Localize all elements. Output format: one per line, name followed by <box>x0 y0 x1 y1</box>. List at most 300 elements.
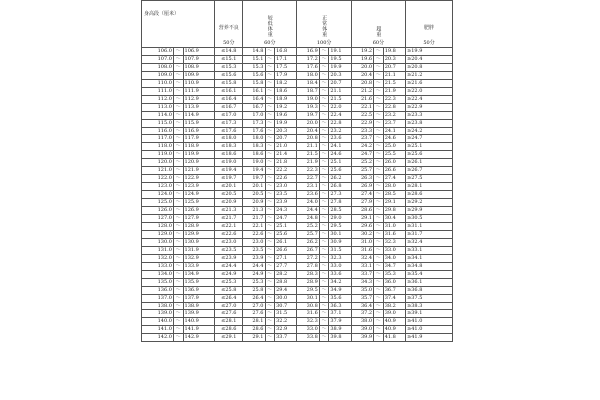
normal-weight-max-cell: 32.3 <box>329 254 351 262</box>
height-high-cell: 128.9 <box>183 222 215 230</box>
normal-weight-min-cell: 18.7 <box>297 87 319 95</box>
low-weight-min-cell: 17.6 <box>243 127 265 135</box>
height-low-cell: 139.0 <box>142 310 174 318</box>
normal-weight-max-cell: 29.5 <box>329 222 351 230</box>
overweight-max-cell: 31.6 <box>383 230 405 238</box>
normal-weight-tilde: ～ <box>319 294 329 302</box>
overweight-max-cell: 20.7 <box>383 63 405 71</box>
malnutrition-header <box>215 1 243 48</box>
overweight-min-cell: 19.6 <box>351 55 373 63</box>
height-high-cell: 108.9 <box>183 63 215 71</box>
overweight-max-cell: 22.8 <box>383 103 405 111</box>
low-weight-max-cell: 22.2 <box>275 167 297 175</box>
malnutrition-cell: ≤15.3 <box>215 63 243 71</box>
malnutrition-cell: ≤25.3 <box>215 278 243 286</box>
low-weight-max-cell: 24.7 <box>275 215 297 223</box>
table-row <box>142 143 453 151</box>
height-tilde: ～ <box>173 63 183 71</box>
normal-weight-max-cell: 26.2 <box>329 175 351 183</box>
overweight-min-cell: 23.3 <box>351 127 373 135</box>
low-weight-min-cell: 25.8 <box>243 286 265 294</box>
normal-weight-tilde: ～ <box>319 286 329 294</box>
height-high-cell: 138.9 <box>183 302 215 310</box>
normal-weight-tilde: ～ <box>319 199 329 207</box>
overweight-tilde: ～ <box>374 238 384 246</box>
malnutrition-cell: ≤21.7 <box>215 215 243 223</box>
obese-label: 肥胖 <box>424 25 435 31</box>
low-weight-min-cell: 18.6 <box>243 151 265 159</box>
obese-cell: ≥35.4 <box>406 270 453 278</box>
table-row <box>142 71 453 79</box>
table-row <box>142 127 453 135</box>
low-weight-tilde: ～ <box>265 310 275 318</box>
table-row <box>142 278 453 286</box>
obese-cell: ≥21.6 <box>406 79 453 87</box>
height-range-header: 身高段（厘米） <box>142 1 215 48</box>
normal-weight-tilde: ～ <box>319 175 329 183</box>
low-weight-max-cell: 24.3 <box>275 207 297 215</box>
height-low-cell: 125.0 <box>142 199 174 207</box>
overweight-min-cell: 28.6 <box>351 207 373 215</box>
height-low-cell: 109.0 <box>142 71 174 79</box>
low-weight-min-cell: 25.3 <box>243 278 265 286</box>
table-row <box>142 95 453 103</box>
normal-weight-min-cell: 23.6 <box>297 191 319 199</box>
low-weight-min-cell: 16.7 <box>243 103 265 111</box>
height-tilde: ～ <box>173 246 183 254</box>
low-weight-min-cell: 18.3 <box>243 143 265 151</box>
height-high-cell: 133.9 <box>183 262 215 270</box>
overweight-min-cell: 22.9 <box>351 119 373 127</box>
malnutrition-cell: ≤22.6 <box>215 230 243 238</box>
normal-weight-min-cell: 16.9 <box>297 48 319 56</box>
overweight-tilde: ～ <box>374 215 384 223</box>
overweight-tilde: ～ <box>374 326 384 334</box>
table-row <box>142 87 453 95</box>
normal-weight-max-cell: 36.3 <box>329 302 351 310</box>
normal-weight-tilde: ～ <box>319 238 329 246</box>
height-low-cell: 128.0 <box>142 222 174 230</box>
table-row <box>142 262 453 270</box>
low-weight-min-cell: 20.5 <box>243 191 265 199</box>
normal-weight-max-cell: 31.5 <box>329 246 351 254</box>
overweight-max-cell: 29.1 <box>383 199 405 207</box>
low-weight-max-cell: 27.1 <box>275 254 297 262</box>
normal-weight-max-cell: 23.6 <box>329 135 351 143</box>
obese-cell: ≥28.6 <box>406 191 453 199</box>
low-weight-min-cell: 15.8 <box>243 79 265 87</box>
overweight-min-cell: 29.1 <box>351 215 373 223</box>
overweight-min-cell: 35.0 <box>351 286 373 294</box>
overweight-tilde: ～ <box>374 302 384 310</box>
low-weight-tilde: ～ <box>265 262 275 270</box>
malnutrition-cell: ≤16.7 <box>215 103 243 111</box>
overweight-tilde: ～ <box>374 71 384 79</box>
malnutrition-cell: ≤26.4 <box>215 294 243 302</box>
low-weight-max-cell: 16.8 <box>275 48 297 56</box>
low-weight-max-cell: 20.3 <box>275 127 297 135</box>
normal-weight-min-cell: 25.7 <box>297 230 319 238</box>
low-weight-max-cell: 30.7 <box>275 302 297 310</box>
low-weight-max-cell: 19.2 <box>275 103 297 111</box>
height-high-cell: 106.9 <box>183 48 215 56</box>
overweight-max-cell: 20.3 <box>383 55 405 63</box>
height-tilde: ～ <box>173 95 183 103</box>
normal-weight-tilde: ～ <box>319 143 329 151</box>
normal-weight-header <box>297 1 351 48</box>
low-weight-header <box>243 1 297 48</box>
height-high-cell: 118.9 <box>183 143 215 151</box>
normal-weight-min-cell: 32.3 <box>297 318 319 326</box>
normal-weight-min-cell: 24.8 <box>297 215 319 223</box>
height-high-cell: 107.9 <box>183 55 215 63</box>
normal-weight-tilde: ～ <box>319 151 329 159</box>
overweight-min-cell: 27.4 <box>351 191 373 199</box>
low-weight-tilde: ～ <box>265 111 275 119</box>
overweight-score: 60分 <box>372 40 385 46</box>
normal-weight-max-cell: 20.7 <box>329 79 351 87</box>
normal-weight-min-cell: 24.0 <box>297 199 319 207</box>
low-weight-tilde: ～ <box>265 302 275 310</box>
height-tilde: ～ <box>173 71 183 79</box>
overweight-tilde: ～ <box>374 310 384 318</box>
low-weight-tilde: ～ <box>265 222 275 230</box>
overweight-min-cell: 21.2 <box>351 87 373 95</box>
table-row <box>142 159 453 167</box>
low-weight-max-cell: 32.2 <box>275 318 297 326</box>
low-weight-max-cell: 23.5 <box>275 191 297 199</box>
overweight-max-cell: 28.5 <box>383 191 405 199</box>
low-weight-min-cell: 17.0 <box>243 111 265 119</box>
height-high-cell: 132.9 <box>183 254 215 262</box>
normal-weight-tilde: ～ <box>319 262 329 270</box>
obese-cell: ≥32.4 <box>406 238 453 246</box>
normal-weight-max-cell: 39.8 <box>329 334 351 342</box>
low-weight-max-cell: 21.4 <box>275 151 297 159</box>
height-low-cell: 124.0 <box>142 191 174 199</box>
obese-cell: ≥23.8 <box>406 119 453 127</box>
normal-weight-min-cell: 24.4 <box>297 207 319 215</box>
height-tilde: ～ <box>173 254 183 262</box>
overweight-tilde: ～ <box>374 87 384 95</box>
overweight-min-cell: 27.9 <box>351 199 373 207</box>
overweight-tilde: ～ <box>374 151 384 159</box>
normal-weight-min-cell: 19.3 <box>297 103 319 111</box>
overweight-min-cell: 37.2 <box>351 310 373 318</box>
overweight-min-cell: 21.6 <box>351 95 373 103</box>
overweight-tilde: ～ <box>374 95 384 103</box>
malnutrition-cell: ≤28.1 <box>215 318 243 326</box>
low-weight-min-cell: 26.4 <box>243 294 265 302</box>
overweight-max-cell: 22.3 <box>383 95 405 103</box>
normal-weight-tilde: ～ <box>319 48 329 56</box>
height-tilde: ～ <box>173 278 183 286</box>
low-weight-tilde: ～ <box>265 159 275 167</box>
height-high-cell: 142.9 <box>183 334 215 342</box>
normal-weight-max-cell: 27.3 <box>329 191 351 199</box>
normal-weight-tilde: ～ <box>319 95 329 103</box>
malnutrition-cell: ≤18.3 <box>215 143 243 151</box>
height-high-cell: 134.9 <box>183 270 215 278</box>
low-weight-tilde: ～ <box>265 95 275 103</box>
table-row <box>142 175 453 183</box>
height-high-cell: 130.9 <box>183 238 215 246</box>
overweight-tilde: ～ <box>374 230 384 238</box>
low-weight-max-cell: 17.5 <box>275 63 297 71</box>
low-weight-min-cell: 28.6 <box>243 326 265 334</box>
height-tilde: ～ <box>173 302 183 310</box>
overweight-min-cell: 22.1 <box>351 103 373 111</box>
overweight-tilde: ～ <box>374 119 384 127</box>
normal-weight-max-cell: 27.8 <box>329 199 351 207</box>
table-row <box>142 119 453 127</box>
obese-cell: ≥20.8 <box>406 63 453 71</box>
normal-weight-tilde: ～ <box>319 159 329 167</box>
overweight-max-cell: 32.3 <box>383 238 405 246</box>
normal-weight-min-cell: 20.8 <box>297 135 319 143</box>
low-weight-tilde: ～ <box>265 191 275 199</box>
overweight-min-cell: 26.3 <box>351 175 373 183</box>
normal-weight-tilde: ～ <box>319 222 329 230</box>
height-tilde: ～ <box>173 159 183 167</box>
normal-weight-tilde: ～ <box>319 135 329 143</box>
overweight-max-cell: 24.1 <box>383 127 405 135</box>
normal-weight-max-cell: 22.8 <box>329 119 351 127</box>
obese-cell: ≥20.4 <box>406 55 453 63</box>
low-weight-tilde: ～ <box>265 87 275 95</box>
height-tilde: ～ <box>173 222 183 230</box>
overweight-tilde: ～ <box>374 48 384 56</box>
height-tilde: ～ <box>173 326 183 334</box>
obese-cell: ≥28.1 <box>406 183 453 191</box>
overweight-min-cell: 33.1 <box>351 262 373 270</box>
low-weight-max-cell: 21.8 <box>275 159 297 167</box>
obese-cell: ≥24.2 <box>406 127 453 135</box>
low-weight-max-cell: 18.2 <box>275 79 297 87</box>
low-weight-min-cell: 19.7 <box>243 175 265 183</box>
overweight-min-cell: 31.6 <box>351 246 373 254</box>
overweight-max-cell: 36.0 <box>383 278 405 286</box>
malnutrition-cell: ≤25.8 <box>215 286 243 294</box>
height-low-cell: 120.0 <box>142 159 174 167</box>
low-weight-min-cell: 24.9 <box>243 270 265 278</box>
height-low-cell: 131.0 <box>142 246 174 254</box>
table-row <box>142 302 453 310</box>
overweight-tilde: ～ <box>374 159 384 167</box>
overweight-max-cell: 38.2 <box>383 302 405 310</box>
obese-cell: ≥30.5 <box>406 215 453 223</box>
normal-weight-tilde: ～ <box>319 111 329 119</box>
table-row <box>142 270 453 278</box>
height-tilde: ～ <box>173 183 183 191</box>
height-low-cell: 127.0 <box>142 215 174 223</box>
height-low-cell: 141.0 <box>142 326 174 334</box>
height-high-cell: 129.9 <box>183 230 215 238</box>
height-high-cell: 125.9 <box>183 199 215 207</box>
normal-weight-min-cell: 21.1 <box>297 143 319 151</box>
normal-weight-tilde: ～ <box>319 63 329 71</box>
overweight-tilde: ～ <box>374 63 384 71</box>
height-low-cell: 119.0 <box>142 151 174 159</box>
overweight-max-cell: 40.9 <box>383 318 405 326</box>
low-weight-tilde: ～ <box>265 48 275 56</box>
malnutrition-cell: ≤15.6 <box>215 71 243 79</box>
table-row <box>142 151 453 159</box>
overweight-min-cell: 39.9 <box>351 334 373 342</box>
header-row <box>142 1 453 48</box>
malnutrition-cell: ≤18.0 <box>215 135 243 143</box>
table-row <box>142 215 453 223</box>
height-high-cell: 114.9 <box>183 111 215 119</box>
obese-cell: ≥22.4 <box>406 95 453 103</box>
obese-cell: ≥25.6 <box>406 151 453 159</box>
height-high-cell: 109.9 <box>183 71 215 79</box>
low-weight-max-cell: 33.7 <box>275 334 297 342</box>
height-low-cell: 134.0 <box>142 270 174 278</box>
normal-weight-max-cell: 34.2 <box>329 278 351 286</box>
low-weight-max-cell: 30.0 <box>275 294 297 302</box>
overweight-tilde: ～ <box>374 270 384 278</box>
height-tilde: ～ <box>173 135 183 143</box>
low-weight-max-cell: 18.6 <box>275 87 297 95</box>
overweight-max-cell: 26.6 <box>383 167 405 175</box>
normal-weight-tilde: ～ <box>319 270 329 278</box>
normal-weight-min-cell: 22.3 <box>297 167 319 175</box>
malnutrition-cell: ≤27.0 <box>215 302 243 310</box>
low-weight-min-cell: 19.0 <box>243 159 265 167</box>
low-weight-tilde: ～ <box>265 143 275 151</box>
table-row <box>142 207 453 215</box>
obese-cell: ≥36.1 <box>406 278 453 286</box>
normal-weight-tilde: ～ <box>319 254 329 262</box>
obese-cell: ≥24.7 <box>406 135 453 143</box>
normal-weight-min-cell: 19.7 <box>297 111 319 119</box>
normal-weight-min-cell: 21.9 <box>297 159 319 167</box>
obese-cell: ≥19.9 <box>406 48 453 56</box>
overweight-tilde: ～ <box>374 167 384 175</box>
standard-table <box>141 0 453 342</box>
table-row <box>142 63 453 71</box>
normal-weight-min-cell: 22.7 <box>297 175 319 183</box>
height-low-cell: 122.0 <box>142 175 174 183</box>
malnutrition-cell: ≤29.1 <box>215 334 243 342</box>
normal-weight-min-cell: 28.3 <box>297 270 319 278</box>
overweight-min-cell: 20.8 <box>351 79 373 87</box>
height-low-cell: 118.0 <box>142 143 174 151</box>
malnutrition-cell: ≤14.8 <box>215 48 243 56</box>
malnutrition-cell: ≤20.1 <box>215 183 243 191</box>
overweight-tilde: ～ <box>374 262 384 270</box>
normal-weight-tilde: ～ <box>319 310 329 318</box>
normal-weight-min-cell: 17.2 <box>297 55 319 63</box>
overweight-min-cell: 30.2 <box>351 230 373 238</box>
overweight-min-cell: 34.3 <box>351 278 373 286</box>
malnutrition-cell: ≤19.4 <box>215 167 243 175</box>
normal-weight-tilde: ～ <box>319 127 329 135</box>
height-low-cell: 140.0 <box>142 318 174 326</box>
height-tilde: ～ <box>173 334 183 342</box>
normal-weight-max-cell: 24.1 <box>329 143 351 151</box>
normal-weight-min-cell: 17.6 <box>297 63 319 71</box>
low-weight-max-cell: 23.0 <box>275 183 297 191</box>
normal-weight-min-cell: 20.0 <box>297 119 319 127</box>
low-weight-min-cell: 15.3 <box>243 63 265 71</box>
obese-cell: ≥33.1 <box>406 246 453 254</box>
low-weight-tilde: ～ <box>265 246 275 254</box>
height-high-cell: 119.9 <box>183 151 215 159</box>
low-weight-min-cell: 14.8 <box>243 48 265 56</box>
overweight-header <box>351 1 405 48</box>
overweight-max-cell: 34.7 <box>383 262 405 270</box>
normal-weight-max-cell: 33.6 <box>329 270 351 278</box>
normal-weight-min-cell: 18.0 <box>297 71 319 79</box>
height-tilde: ～ <box>173 119 183 127</box>
overweight-max-cell: 40.9 <box>383 326 405 334</box>
normal-weight-max-cell: 21.1 <box>329 87 351 95</box>
normal-weight-max-cell: 24.6 <box>329 151 351 159</box>
height-high-cell: 141.9 <box>183 326 215 334</box>
low-weight-max-cell: 28.8 <box>275 278 297 286</box>
height-tilde: ～ <box>173 318 183 326</box>
overweight-min-cell: 38.0 <box>351 318 373 326</box>
height-tilde: ～ <box>173 111 183 119</box>
overweight-tilde: ～ <box>374 222 384 230</box>
obese-cell: ≥22.0 <box>406 87 453 95</box>
height-high-cell: 120.9 <box>183 159 215 167</box>
overweight-label: 超重 <box>375 26 382 37</box>
table-row <box>142 135 453 143</box>
overweight-min-cell: 22.5 <box>351 111 373 119</box>
obese-cell: ≥41.0 <box>406 318 453 326</box>
overweight-tilde: ～ <box>374 143 384 151</box>
table-row <box>142 254 453 262</box>
height-low-cell: 136.0 <box>142 286 174 294</box>
malnutrition-score: 50分 <box>223 40 235 46</box>
low-weight-max-cell: 22.6 <box>275 175 297 183</box>
normal-weight-tilde: ～ <box>319 246 329 254</box>
overweight-tilde: ～ <box>374 286 384 294</box>
malnutrition-cell: ≤16.4 <box>215 95 243 103</box>
height-high-cell: 135.9 <box>183 278 215 286</box>
height-tilde: ～ <box>173 175 183 183</box>
overweight-min-cell: 20.0 <box>351 63 373 71</box>
normal-weight-min-cell: 30.8 <box>297 302 319 310</box>
malnutrition-cell: ≤20.9 <box>215 199 243 207</box>
low-weight-max-cell: 26.6 <box>275 246 297 254</box>
overweight-tilde: ～ <box>374 207 384 215</box>
height-low-cell: 107.0 <box>142 55 174 63</box>
normal-weight-tilde: ～ <box>319 103 329 111</box>
table-row <box>142 238 453 246</box>
normal-weight-tilde: ～ <box>319 167 329 175</box>
low-weight-max-cell: 25.6 <box>275 230 297 238</box>
malnutrition-label: 营养不良 <box>218 25 239 31</box>
height-tilde: ～ <box>173 55 183 63</box>
normal-weight-max-cell: 38.9 <box>329 326 351 334</box>
overweight-max-cell: 35.3 <box>383 270 405 278</box>
normal-weight-max-cell: 33.0 <box>329 262 351 270</box>
height-tilde: ～ <box>173 48 183 56</box>
overweight-min-cell: 26.9 <box>351 183 373 191</box>
malnutrition-cell: ≤28.6 <box>215 326 243 334</box>
low-weight-min-cell: 16.4 <box>243 95 265 103</box>
normal-weight-max-cell: 19.5 <box>329 55 351 63</box>
low-weight-tilde: ～ <box>265 175 275 183</box>
obese-cell: ≥26.1 <box>406 159 453 167</box>
low-weight-min-cell: 15.6 <box>243 71 265 79</box>
overweight-max-cell: 34.0 <box>383 254 405 262</box>
low-weight-min-cell: 22.6 <box>243 230 265 238</box>
